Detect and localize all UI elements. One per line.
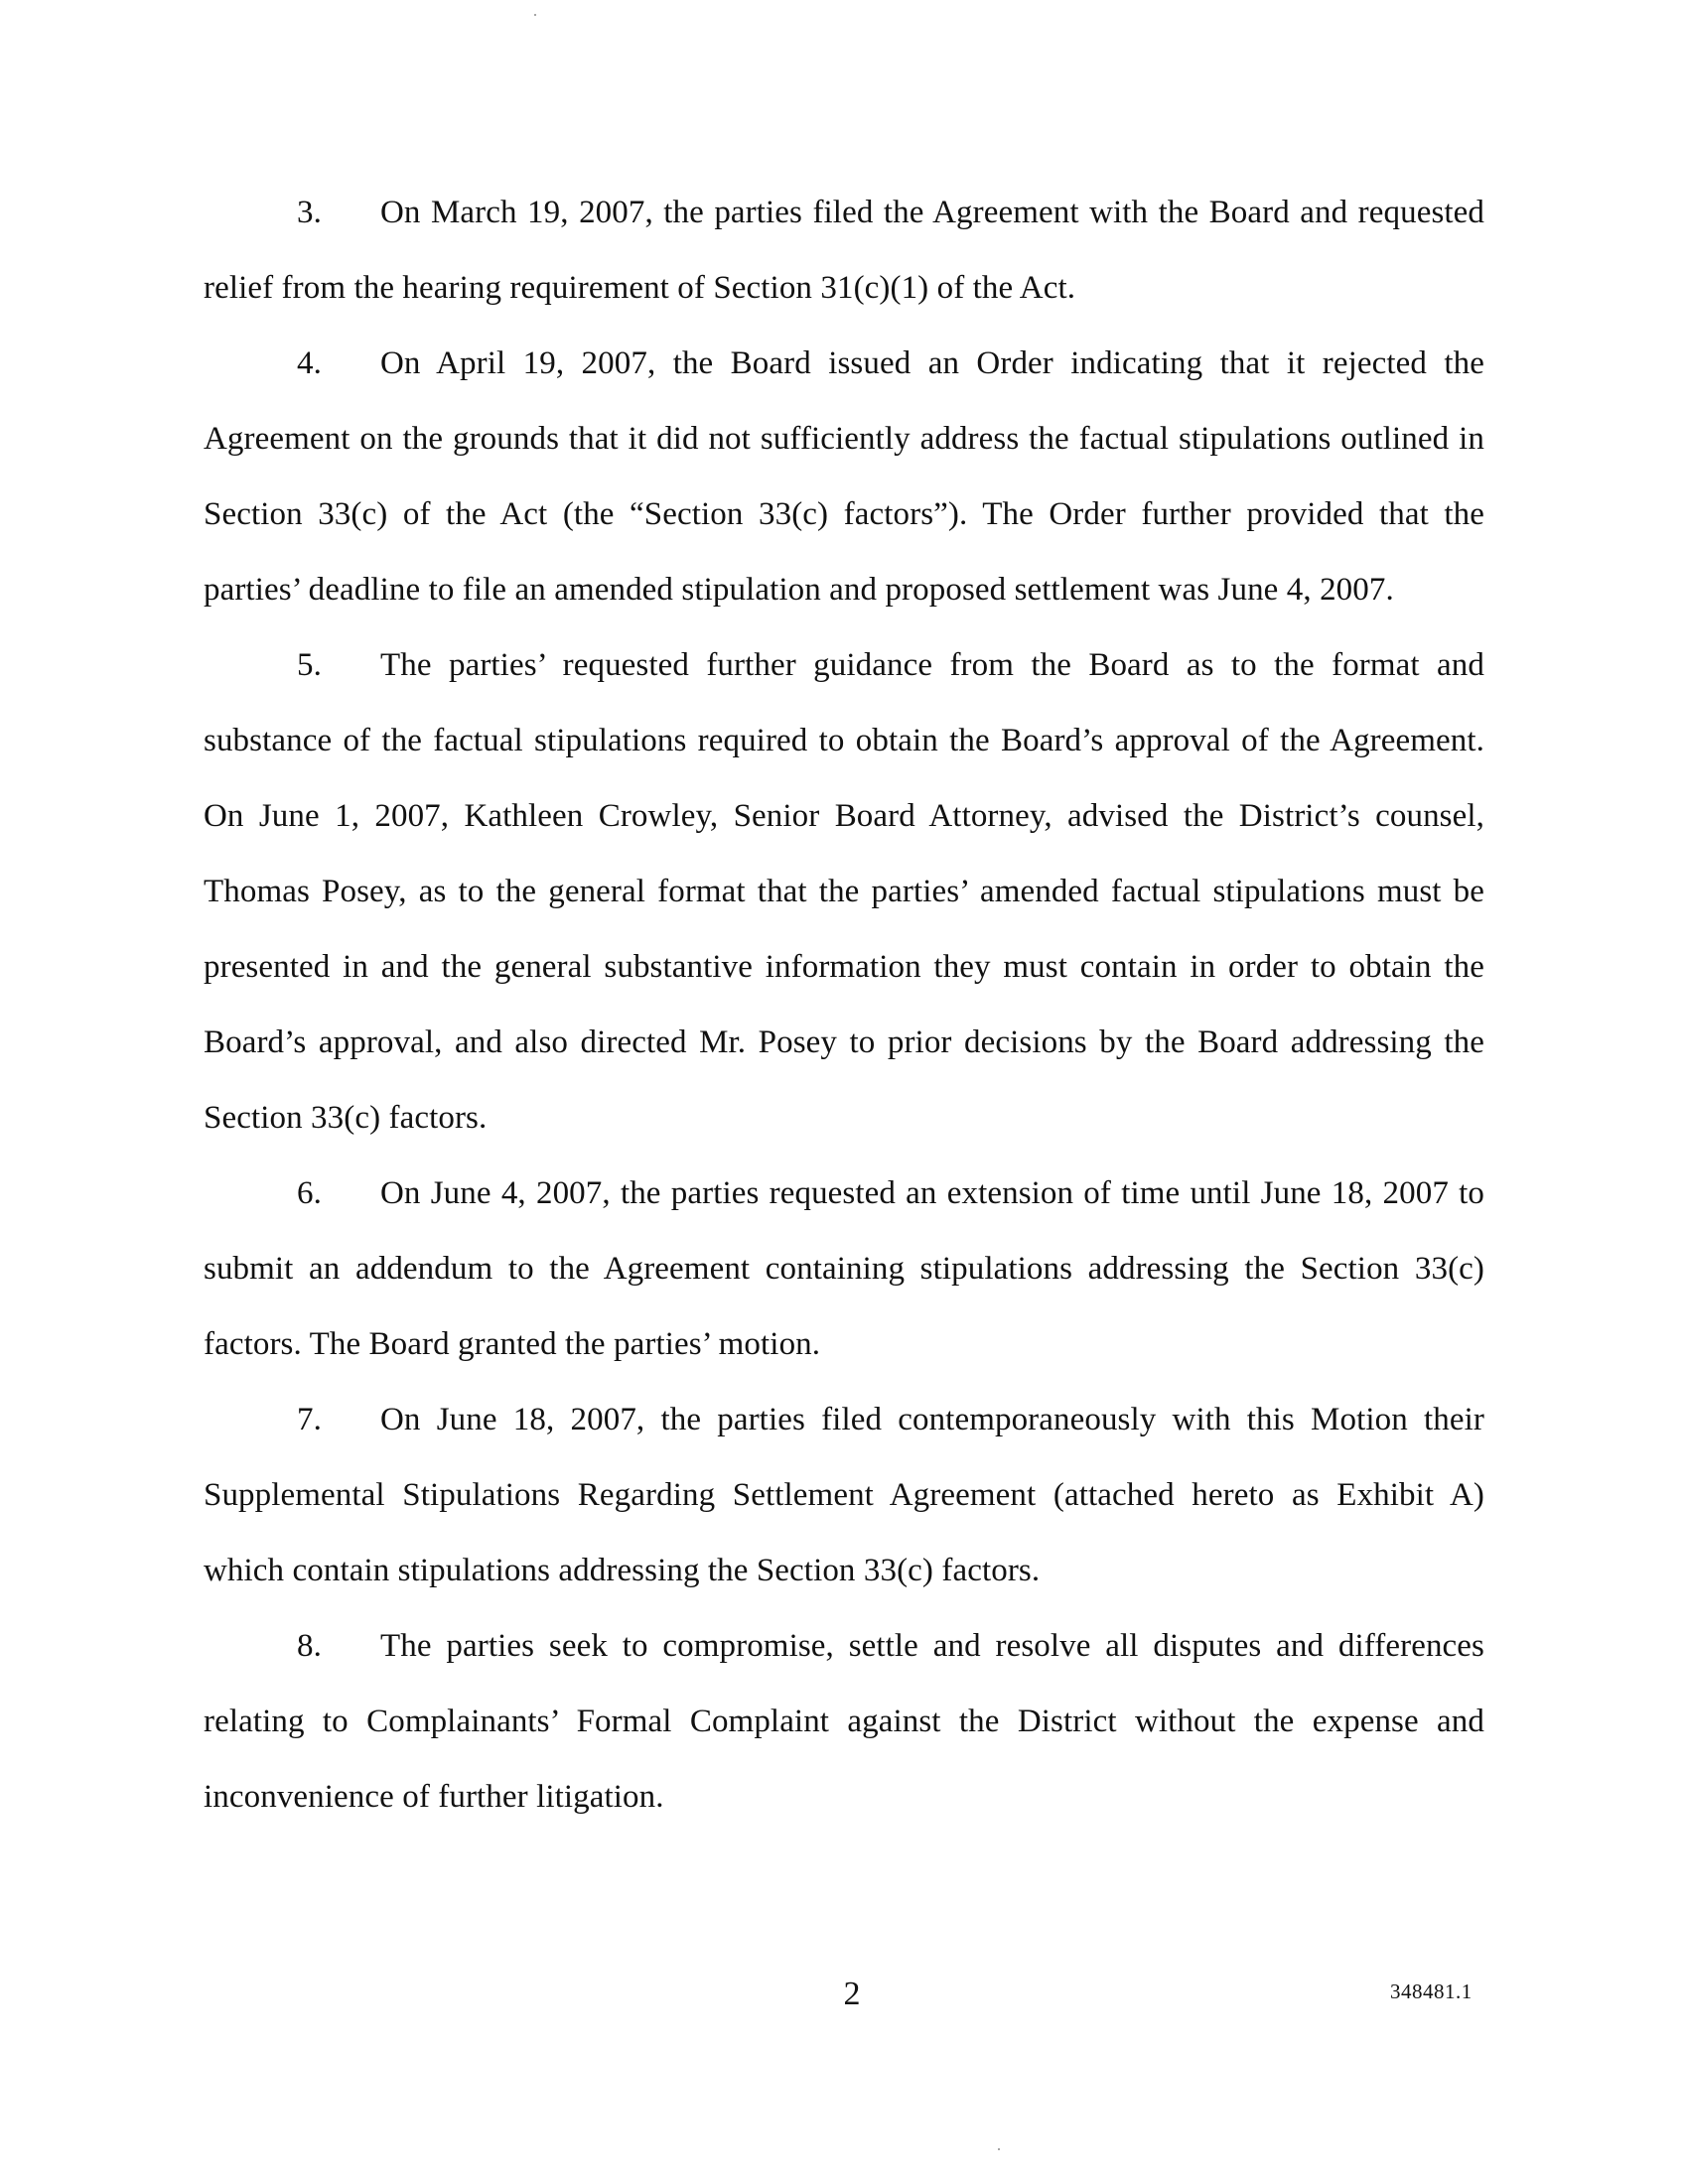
paragraph-number: 5. xyxy=(297,647,322,683)
paragraph-number: 3. xyxy=(297,195,322,230)
paragraph-3 xyxy=(204,175,1484,326)
page-number: 2 xyxy=(843,1976,861,2012)
paragraph-6 xyxy=(204,1156,1484,1382)
paragraph-text: On April 19, 2007, the Board issued an Order indicating that it rejected the Agreement on the grounds that it did not sufficiently address the factual stipulations outlined in Section 33(c) of the Act (the “Section 33(c) factors”). The Order further provided that the parties’ deadline to file an amended stipulation and proposed settlement was June 4, 2007. xyxy=(204,345,1484,608)
paragraph-text: On June 4, 2007, the parties requested an extension of time until June 18, 2007 to submit an addendum to the Agreement containing stipulations addressing the Section 33(c) factors. The Board granted the parties’ motion. xyxy=(204,1175,1484,1362)
paragraph-number: 7. xyxy=(297,1402,322,1437)
paragraph-8 xyxy=(204,1608,1484,1835)
paragraph-text: On June 18, 2007, the parties filed contemporaneously with this Motion their Supplemental Stipulations Regarding Settlement Agreement (attached hereto as Exhibit A) which contain stipulations addressing the Section 33(c) factors. xyxy=(204,1402,1484,1588)
paragraph-7 xyxy=(204,1382,1484,1608)
paragraph-number: 4. xyxy=(297,345,322,381)
paragraph-number: 8. xyxy=(297,1628,322,1664)
paragraph-number: 6. xyxy=(297,1175,322,1211)
paragraph-5 xyxy=(204,627,1484,1156)
scan-speck-bottom xyxy=(998,2148,1000,2150)
paragraph-text: On March 19, 2007, the parties filed the Agreement with the Board and requested relief from the hearing requirement of Section 31(c)(1) of the Act. xyxy=(204,195,1484,306)
paragraph-text: The parties seek to compromise, settle and resolve all disputes and differences relating to Complainants’ Formal Complaint against the District without the expense and inconvenience of further litigation. xyxy=(204,1628,1484,1815)
document-body xyxy=(204,175,1484,1835)
document-id: 348481.1 xyxy=(1390,1979,1473,2003)
paragraph-text: The parties’ requested further guidance from the Board as to the format and substance of the factual stipulations required to obtain the Board’s approval of the Agreement. On June 1, 2007, Kathleen Crowley, Senior Board Attorney, advised the District’s counsel, Thomas Posey, as to the general format that the parties’ amended factual stipulations must be presented in and the general substantive information they must contain in order to obtain the Board’s approval, and also directed Mr. Posey to prior decisions by the Board addressing the Section 33(c) factors. xyxy=(204,647,1484,1136)
scan-speck-top xyxy=(534,14,536,16)
paragraph-4 xyxy=(204,326,1484,627)
